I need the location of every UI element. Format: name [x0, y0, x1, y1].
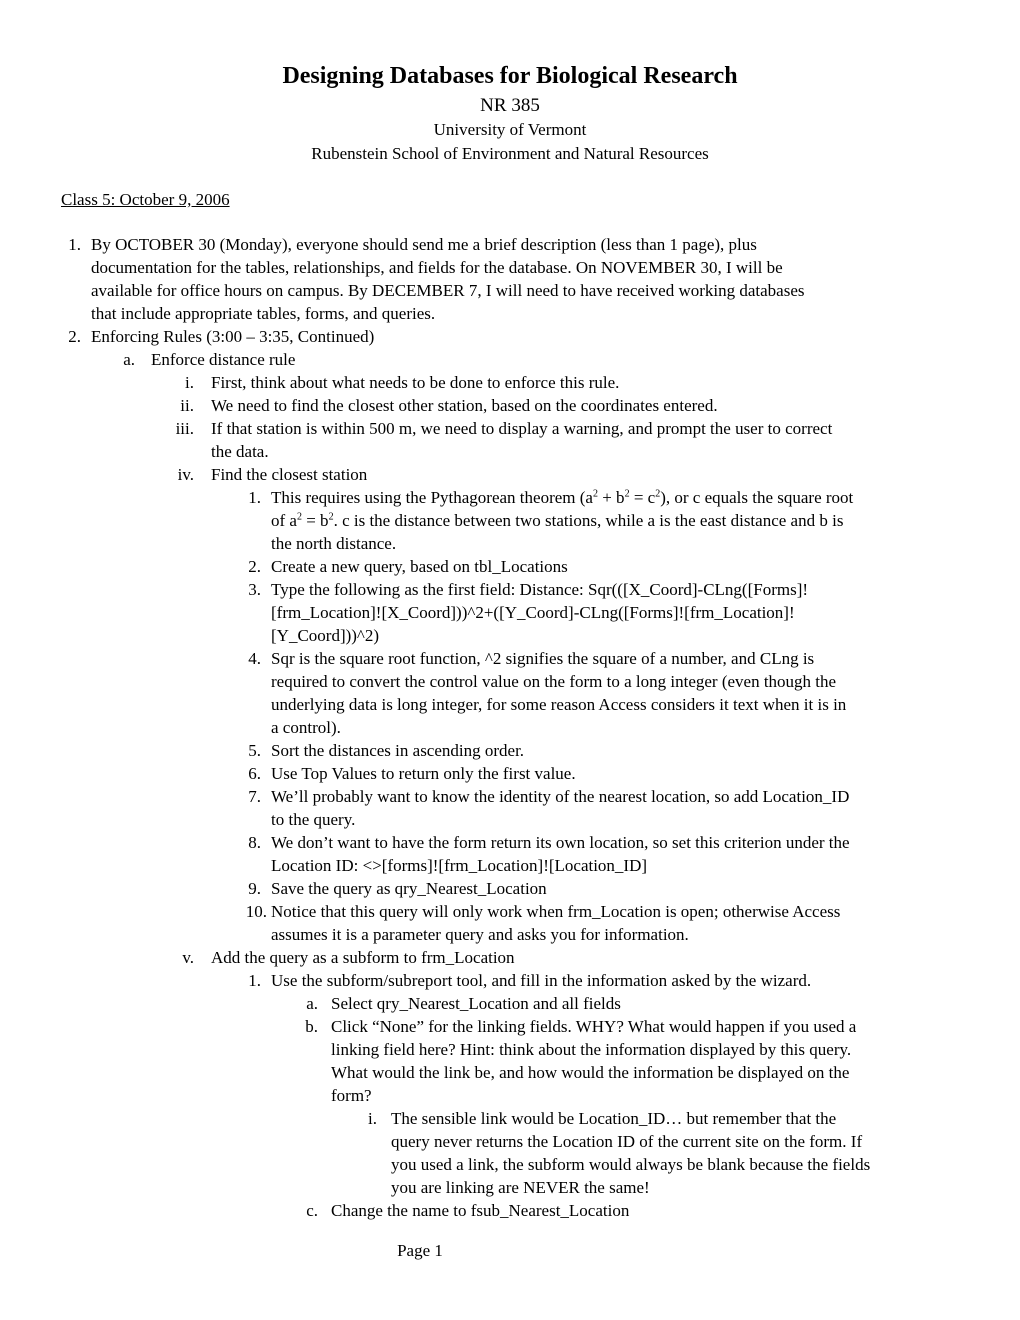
list-marker: 10.	[245, 902, 267, 921]
list-item-text: Enforcing Rules (3:00 – 3:35, Continued)	[91, 327, 375, 346]
page-number: Page 1	[397, 1241, 443, 1260]
list-marker: a.	[123, 350, 135, 369]
list-item-text: the north distance.	[271, 534, 397, 553]
list-item-text: We’ll probably want to know the identity of the nearest location, so add Location_ID	[271, 787, 850, 806]
list-marker: 5.	[248, 741, 261, 760]
list-marker: b.	[305, 1017, 318, 1036]
class-date: Class 5: October 9, 2006	[61, 190, 230, 209]
list-marker: 2.	[248, 557, 261, 576]
list-item-text: Change the name to fsub_Nearest_Location	[331, 1201, 630, 1220]
list-item-text: Notice that this query will only work when frm_Location is open; otherwise Access	[271, 902, 841, 921]
list-marker: iii.	[175, 419, 194, 438]
list-marker: c.	[306, 1201, 318, 1220]
list-item-text: Find the closest station	[211, 465, 368, 484]
list-item-text: Select qry_Nearest_Location and all fields	[331, 994, 621, 1013]
list-marker: 1.	[68, 235, 81, 254]
list-marker: 7.	[248, 787, 261, 806]
list-item-text: Enforce distance rule	[151, 350, 296, 369]
list-item-text: Create a new query, based on tbl_Locations	[271, 557, 568, 576]
list-item-text: linking field here? Hint: think about the information displayed by this query.	[331, 1040, 852, 1059]
list-item-text: Use the subform/subreport tool, and fill in the information asked by the wizard.	[271, 971, 812, 990]
list-marker: 8.	[248, 833, 261, 852]
course-number: NR 385	[480, 95, 540, 116]
list-item-text: We don’t want to have the form return its own location, so set this criterion under the	[271, 833, 850, 852]
school-name: Rubenstein School of Environment and Natural Resources	[311, 144, 709, 163]
list-item-text: of $a^2 = b^2$. c is the distance between two stations, while a is the east distance and b is	[271, 511, 844, 530]
list-item-text: underlying data is long integer, for some reason Access considers it text when it is in	[271, 695, 847, 714]
list-item-text: What would the link be, and how would the information be displayed on the	[331, 1063, 850, 1082]
list-marker: 6.	[248, 764, 261, 783]
list-item-text: a control).	[271, 718, 341, 737]
list-item-text: you used a link, the subform would always be blank because the fields	[391, 1155, 871, 1174]
list-item-text: We need to find the closest other station, based on the coordinates entered.	[211, 396, 718, 415]
list-item-text: documentation for the tables, relationships, and fields for the database. On NOVEMBER 30, I will be	[91, 258, 783, 277]
university-name: University of Vermont	[433, 120, 587, 139]
list-item-text: form?	[331, 1086, 372, 1105]
list-marker: 1.	[248, 488, 261, 507]
list-item-text: [Y_Coord]))^2)	[271, 626, 380, 645]
list-item-text: the data.	[211, 442, 269, 461]
list-item-text: First, think about what needs to be done to enforce this rule.	[211, 373, 620, 392]
list-item-text: to the query.	[271, 810, 356, 829]
list-item-text: that include appropriate tables, forms, and queries.	[91, 304, 436, 323]
list-item-text: Click “None” for the linking fields. WHY? What would happen if you used a	[331, 1017, 857, 1036]
list-item-text: By OCTOBER 30 (Monday), everyone should send me a brief description (less than 1 page), plus	[91, 235, 757, 254]
list-marker: iv.	[177, 465, 194, 484]
list-item-text: required to convert the control value on the form to a long integer (even though the	[271, 672, 837, 691]
list-item-text: Save the query as qry_Nearest_Location	[271, 879, 547, 898]
list-item-text: Sort the distances in ascending order.	[271, 741, 525, 760]
list-item-text: The sensible link would be Location_ID… but remember that the	[391, 1109, 837, 1128]
list-item-text: you are linking are NEVER the same!	[391, 1178, 650, 1197]
list-item-text: Add the query as a subform to frm_Location	[211, 948, 515, 967]
list-item-text: Sqr is the square root function, ^2 signifies the square of a number, and CLng is	[271, 649, 815, 668]
list-item-text: Type the following as the first field: Distance: Sqr(([X_Coord]-CLng([Forms]!	[271, 580, 809, 599]
list-item-text: available for office hours on campus. By DECEMBER 7, I will need to have received working databases	[91, 281, 805, 300]
list-marker: ii.	[180, 396, 194, 415]
list-item-text: Location ID: <>[forms]![frm_Location]![Location_ID]	[271, 856, 648, 875]
list-item-text: This requires using the Pythagorean theorem $(a^2 + b^2 = c^2)$, or c equals the square root	[271, 488, 854, 507]
list-marker: i.	[368, 1109, 377, 1128]
list-marker: v.	[182, 948, 194, 967]
list-item-text: If that station is within 500 m, we need to display a warning, and prompt the user to correct	[211, 419, 833, 438]
list-item-text: Use Top Values to return only the first value.	[271, 764, 576, 783]
list-marker: 3.	[248, 580, 261, 599]
list-marker: 1.	[248, 971, 261, 990]
document-title: Designing Databases for Biological Research	[282, 63, 738, 89]
list-marker: 2.	[68, 327, 81, 346]
list-marker: 9.	[248, 879, 261, 898]
list-marker: i.	[185, 373, 194, 392]
list-item-text: query never returns the Location ID of the current site on the form. If	[391, 1132, 863, 1151]
list-marker: 4.	[248, 649, 261, 668]
list-marker: a.	[306, 994, 318, 1013]
list-item-text: assumes it is a parameter query and asks you for information.	[271, 925, 689, 944]
list-item-text: [frm_Location]![X_Coord]))^2+([Y_Coord]-CLng([Forms]![frm_Location]!	[271, 603, 795, 622]
